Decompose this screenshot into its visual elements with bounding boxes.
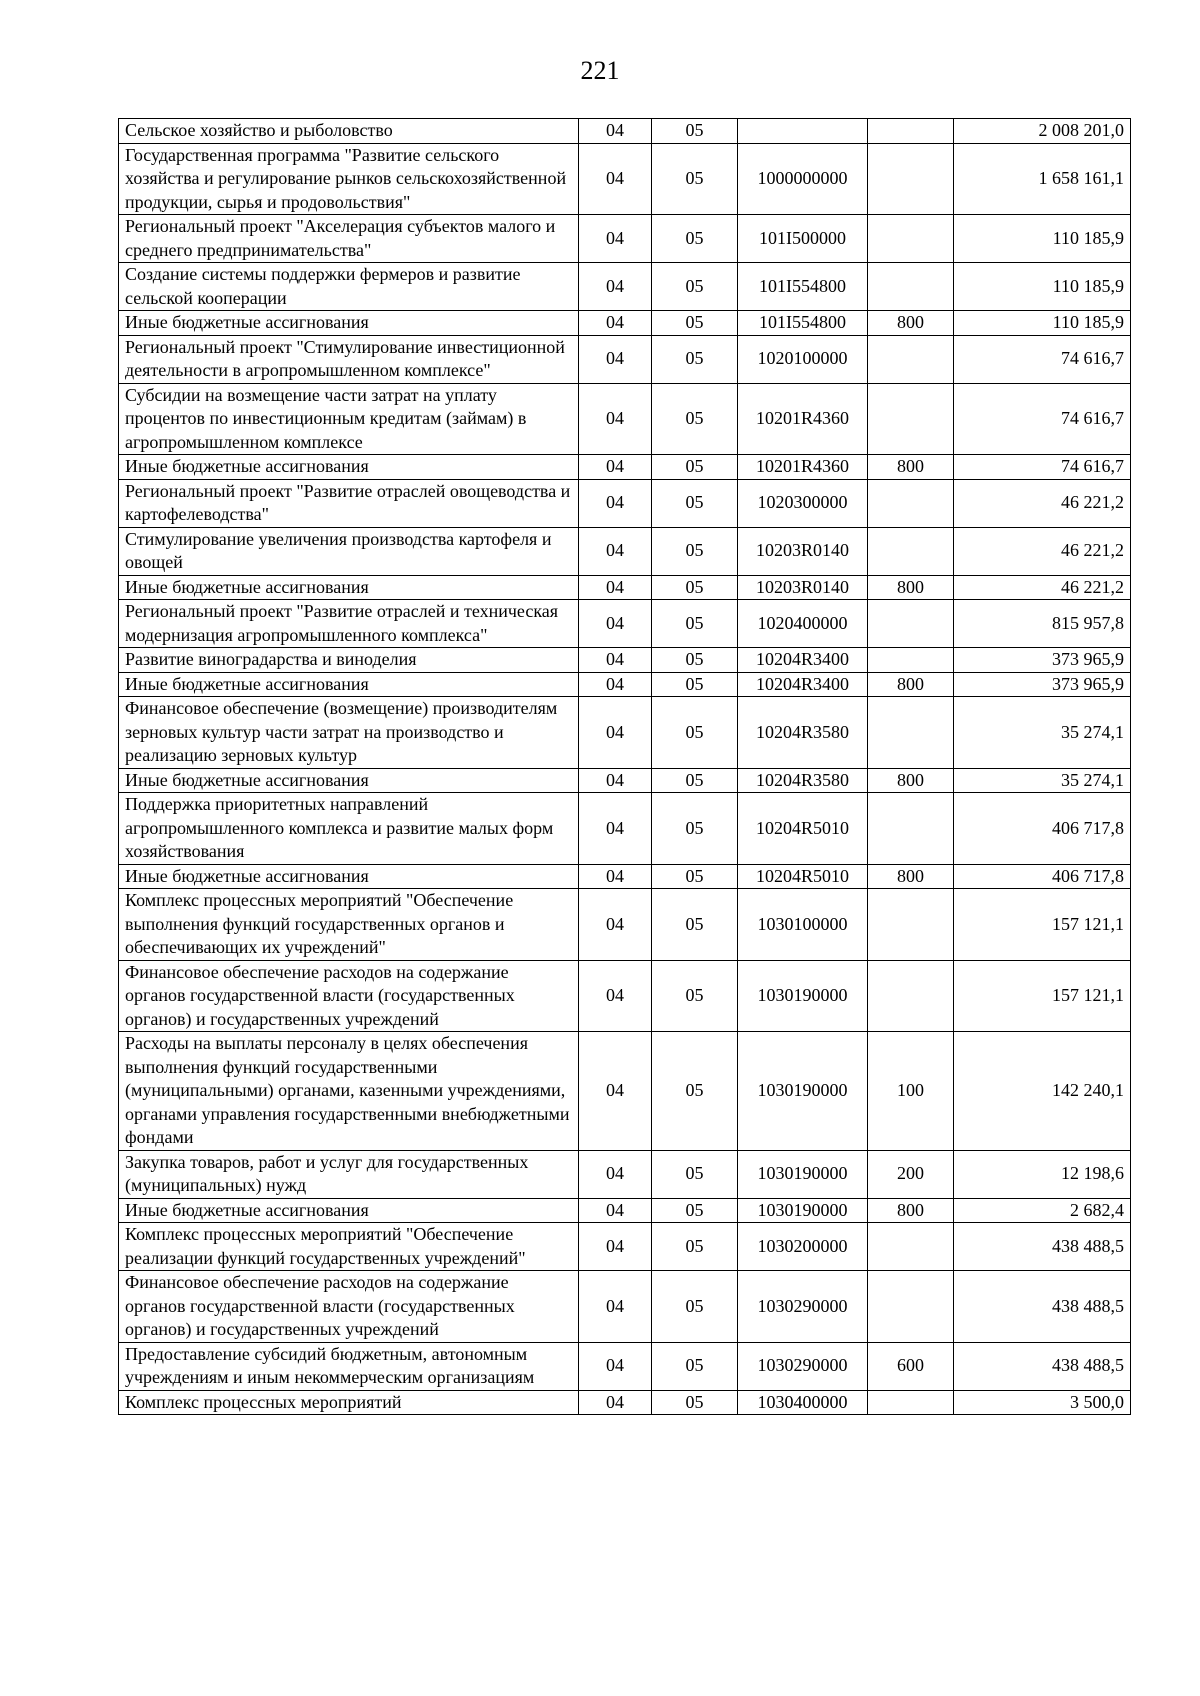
row-name-cell: Региональный проект "Развитие отраслей и техническая модернизация агропромышленного комплекса" xyxy=(119,600,579,648)
row-amount-cell: 373 965,9 xyxy=(954,648,1131,673)
table-row xyxy=(119,575,1131,600)
row-name-cell: Комплекс процессных мероприятий "Обеспечение реализации функций государственных учреждений" xyxy=(119,1223,579,1271)
row-expense-type-cell xyxy=(868,960,954,1032)
row-amount-cell: 142 240,1 xyxy=(954,1032,1131,1151)
row-amount-cell: 406 717,8 xyxy=(954,793,1131,865)
row-expense-type-cell: 800 xyxy=(868,864,954,889)
row-expense-type-cell: 600 xyxy=(868,1342,954,1390)
row-expense-type-cell: 800 xyxy=(868,768,954,793)
row-name-cell: Иные бюджетные ассигнования xyxy=(119,864,579,889)
row-section-cell: 04 xyxy=(579,119,652,144)
row-section-cell: 04 xyxy=(579,215,652,263)
row-name-cell: Финансовое обеспечение расходов на содержание органов государственной власти (государственных органов) и государственных учреждений xyxy=(119,1271,579,1343)
row-expense-type-cell xyxy=(868,479,954,527)
row-target-article-cell: 1020400000 xyxy=(738,600,868,648)
row-subsection-cell: 05 xyxy=(652,1032,738,1151)
row-name-cell: Закупка товаров, работ и услуг для государственных (муниципальных) нужд xyxy=(119,1150,579,1198)
table-row xyxy=(119,960,1131,1032)
row-target-article-cell: 1030190000 xyxy=(738,1032,868,1151)
row-amount-cell: 1 658 161,1 xyxy=(954,143,1131,215)
row-target-article-cell: 10204R3580 xyxy=(738,768,868,793)
row-target-article-cell xyxy=(738,119,868,144)
row-subsection-cell: 05 xyxy=(652,1150,738,1198)
row-amount-cell: 12 198,6 xyxy=(954,1150,1131,1198)
row-section-cell: 04 xyxy=(579,672,652,697)
row-section-cell: 04 xyxy=(579,1032,652,1151)
row-section-cell: 04 xyxy=(579,1223,652,1271)
row-amount-cell: 46 221,2 xyxy=(954,527,1131,575)
row-subsection-cell: 05 xyxy=(652,335,738,383)
row-amount-cell: 157 121,1 xyxy=(954,889,1131,961)
table-row xyxy=(119,119,1131,144)
row-target-article-cell: 10204R3580 xyxy=(738,697,868,769)
table-row xyxy=(119,263,1131,311)
row-target-article-cell: 1030290000 xyxy=(738,1271,868,1343)
row-target-article-cell: 1000000000 xyxy=(738,143,868,215)
row-section-cell: 04 xyxy=(579,889,652,961)
row-section-cell: 04 xyxy=(579,768,652,793)
row-subsection-cell: 05 xyxy=(652,1342,738,1390)
row-target-article-cell: 10204R3400 xyxy=(738,648,868,673)
row-subsection-cell: 05 xyxy=(652,383,738,455)
row-expense-type-cell xyxy=(868,1223,954,1271)
row-name-cell: Финансовое обеспечение (возмещение) производителям зерновых культур части затрат на производство и реализацию зерновых культур xyxy=(119,697,579,769)
row-expense-type-cell xyxy=(868,889,954,961)
row-section-cell: 04 xyxy=(579,575,652,600)
row-expense-type-cell xyxy=(868,1271,954,1343)
row-expense-type-cell xyxy=(868,335,954,383)
row-section-cell: 04 xyxy=(579,527,652,575)
row-section-cell: 04 xyxy=(579,311,652,336)
row-subsection-cell: 05 xyxy=(652,479,738,527)
row-section-cell: 04 xyxy=(579,864,652,889)
table-row xyxy=(119,1198,1131,1223)
row-subsection-cell: 05 xyxy=(652,648,738,673)
row-name-cell: Иные бюджетные ассигнования xyxy=(119,768,579,793)
row-name-cell: Субсидии на возмещение части затрат на уплату процентов по инвестиционным кредитам (займам) в агропромышленном комплексе xyxy=(119,383,579,455)
table-row xyxy=(119,1150,1131,1198)
row-expense-type-cell xyxy=(868,143,954,215)
row-amount-cell: 35 274,1 xyxy=(954,768,1131,793)
row-subsection-cell: 05 xyxy=(652,793,738,865)
row-target-article-cell: 1030200000 xyxy=(738,1223,868,1271)
row-name-cell: Расходы на выплаты персоналу в целях обеспечения выполнения функций государственными (муниципальными) органами, казенными учреждениями, органами управления государственными внебюджетными фондами xyxy=(119,1032,579,1151)
row-name-cell: Создание системы поддержки фермеров и развитие сельской кооперации xyxy=(119,263,579,311)
row-subsection-cell: 05 xyxy=(652,697,738,769)
row-section-cell: 04 xyxy=(579,1342,652,1390)
row-subsection-cell: 05 xyxy=(652,960,738,1032)
row-name-cell: Региональный проект "Развитие отраслей овощеводства и картофелеводства" xyxy=(119,479,579,527)
row-expense-type-cell xyxy=(868,793,954,865)
row-name-cell: Комплекс процессных мероприятий "Обеспечение выполнения функций государственных органов и обеспечивающих их учреждений" xyxy=(119,889,579,961)
row-name-cell: Финансовое обеспечение расходов на содержание органов государственной власти (государственных органов) и государственных учреждений xyxy=(119,960,579,1032)
row-expense-type-cell xyxy=(868,383,954,455)
row-subsection-cell: 05 xyxy=(652,119,738,144)
table-row xyxy=(119,768,1131,793)
table-row xyxy=(119,1032,1131,1151)
row-expense-type-cell: 200 xyxy=(868,1150,954,1198)
row-amount-cell: 438 488,5 xyxy=(954,1271,1131,1343)
table-row xyxy=(119,1223,1131,1271)
row-subsection-cell: 05 xyxy=(652,600,738,648)
row-expense-type-cell: 800 xyxy=(868,311,954,336)
row-section-cell: 04 xyxy=(579,1150,652,1198)
row-name-cell: Иные бюджетные ассигнования xyxy=(119,575,579,600)
row-target-article-cell: 10204R5010 xyxy=(738,793,868,865)
row-target-article-cell: 10201R4360 xyxy=(738,383,868,455)
table-row xyxy=(119,697,1131,769)
row-section-cell: 04 xyxy=(579,455,652,480)
row-amount-cell: 373 965,9 xyxy=(954,672,1131,697)
row-subsection-cell: 05 xyxy=(652,672,738,697)
table-row xyxy=(119,889,1131,961)
row-name-cell: Иные бюджетные ассигнования xyxy=(119,455,579,480)
row-amount-cell: 46 221,2 xyxy=(954,575,1131,600)
row-subsection-cell: 05 xyxy=(652,768,738,793)
row-section-cell: 04 xyxy=(579,697,652,769)
row-expense-type-cell: 800 xyxy=(868,455,954,480)
row-name-cell: Иные бюджетные ассигнования xyxy=(119,672,579,697)
row-expense-type-cell xyxy=(868,215,954,263)
row-name-cell: Развитие виноградарства и виноделия xyxy=(119,648,579,673)
budget-table xyxy=(118,118,1131,1415)
row-subsection-cell: 05 xyxy=(652,455,738,480)
row-expense-type-cell xyxy=(868,119,954,144)
row-target-article-cell: 1030190000 xyxy=(738,1150,868,1198)
table-row xyxy=(119,335,1131,383)
row-subsection-cell: 05 xyxy=(652,1223,738,1271)
row-target-article-cell: 1020300000 xyxy=(738,479,868,527)
row-amount-cell: 74 616,7 xyxy=(954,383,1131,455)
row-section-cell: 04 xyxy=(579,383,652,455)
row-subsection-cell: 05 xyxy=(652,263,738,311)
row-subsection-cell: 05 xyxy=(652,864,738,889)
row-section-cell: 04 xyxy=(579,600,652,648)
table-row xyxy=(119,1271,1131,1343)
row-expense-type-cell xyxy=(868,263,954,311)
table-row xyxy=(119,383,1131,455)
row-section-cell: 04 xyxy=(579,479,652,527)
table-row xyxy=(119,1342,1131,1390)
row-amount-cell: 3 500,0 xyxy=(954,1390,1131,1415)
row-amount-cell: 110 185,9 xyxy=(954,311,1131,336)
row-amount-cell: 157 121,1 xyxy=(954,960,1131,1032)
row-amount-cell: 46 221,2 xyxy=(954,479,1131,527)
table-row xyxy=(119,527,1131,575)
table-row xyxy=(119,479,1131,527)
table-row xyxy=(119,793,1131,865)
table-row xyxy=(119,864,1131,889)
row-name-cell: Комплекс процессных мероприятий xyxy=(119,1390,579,1415)
row-amount-cell: 438 488,5 xyxy=(954,1342,1131,1390)
row-name-cell: Региональный проект "Акселерация субъектов малого и среднего предпринимательства" xyxy=(119,215,579,263)
row-subsection-cell: 05 xyxy=(652,575,738,600)
row-section-cell: 04 xyxy=(579,1271,652,1343)
row-target-article-cell: 10204R5010 xyxy=(738,864,868,889)
row-amount-cell: 35 274,1 xyxy=(954,697,1131,769)
row-target-article-cell: 1030190000 xyxy=(738,1198,868,1223)
table-row xyxy=(119,1390,1131,1415)
row-target-article-cell: 1020100000 xyxy=(738,335,868,383)
row-amount-cell: 110 185,9 xyxy=(954,215,1131,263)
row-subsection-cell: 05 xyxy=(652,311,738,336)
row-subsection-cell: 05 xyxy=(652,1390,738,1415)
row-subsection-cell: 05 xyxy=(652,215,738,263)
row-amount-cell: 74 616,7 xyxy=(954,335,1131,383)
row-target-article-cell: 10203R0140 xyxy=(738,575,868,600)
row-section-cell: 04 xyxy=(579,960,652,1032)
row-expense-type-cell: 800 xyxy=(868,1198,954,1223)
row-subsection-cell: 05 xyxy=(652,1271,738,1343)
row-expense-type-cell xyxy=(868,527,954,575)
row-name-cell: Государственная программа "Развитие сельского хозяйства и регулирование рынков сельскохозяйственной продукции, сырья и продовольствия" xyxy=(119,143,579,215)
row-expense-type-cell: 800 xyxy=(868,575,954,600)
row-section-cell: 04 xyxy=(579,1198,652,1223)
row-section-cell: 04 xyxy=(579,793,652,865)
row-target-article-cell: 101I554800 xyxy=(738,263,868,311)
row-target-article-cell: 1030100000 xyxy=(738,889,868,961)
row-target-article-cell: 1030290000 xyxy=(738,1342,868,1390)
row-name-cell: Иные бюджетные ассигнования xyxy=(119,311,579,336)
row-expense-type-cell xyxy=(868,697,954,769)
table-row xyxy=(119,455,1131,480)
row-section-cell: 04 xyxy=(579,263,652,311)
row-target-article-cell: 101I554800 xyxy=(738,311,868,336)
row-expense-type-cell xyxy=(868,1390,954,1415)
row-target-article-cell: 1030190000 xyxy=(738,960,868,1032)
row-subsection-cell: 05 xyxy=(652,889,738,961)
row-expense-type-cell: 800 xyxy=(868,672,954,697)
row-subsection-cell: 05 xyxy=(652,527,738,575)
row-expense-type-cell xyxy=(868,648,954,673)
row-target-article-cell: 10203R0140 xyxy=(738,527,868,575)
row-expense-type-cell: 100 xyxy=(868,1032,954,1151)
row-target-article-cell: 1030400000 xyxy=(738,1390,868,1415)
table-row xyxy=(119,600,1131,648)
page-number: 221 xyxy=(580,56,620,85)
row-target-article-cell: 10204R3400 xyxy=(738,672,868,697)
row-amount-cell: 2 008 201,0 xyxy=(954,119,1131,144)
row-subsection-cell: 05 xyxy=(652,143,738,215)
row-target-article-cell: 10201R4360 xyxy=(738,455,868,480)
table-row xyxy=(119,311,1131,336)
table-row xyxy=(119,215,1131,263)
row-expense-type-cell xyxy=(868,600,954,648)
row-amount-cell: 74 616,7 xyxy=(954,455,1131,480)
row-subsection-cell: 05 xyxy=(652,1198,738,1223)
row-amount-cell: 2 682,4 xyxy=(954,1198,1131,1223)
row-target-article-cell: 101I500000 xyxy=(738,215,868,263)
row-name-cell: Стимулирование увеличения производства картофеля и овощей xyxy=(119,527,579,575)
table-row xyxy=(119,143,1131,215)
row-name-cell: Предоставление субсидий бюджетным, автономным учреждениям и иным некоммерческим организациям xyxy=(119,1342,579,1390)
row-amount-cell: 438 488,5 xyxy=(954,1223,1131,1271)
row-name-cell: Иные бюджетные ассигнования xyxy=(119,1198,579,1223)
table-row xyxy=(119,648,1131,673)
budget-table-body xyxy=(119,119,1131,1415)
table-row xyxy=(119,672,1131,697)
row-amount-cell: 815 957,8 xyxy=(954,600,1131,648)
row-section-cell: 04 xyxy=(579,335,652,383)
row-name-cell: Региональный проект "Стимулирование инвестиционной деятельности в агропромышленном комплексе" xyxy=(119,335,579,383)
row-amount-cell: 406 717,8 xyxy=(954,864,1131,889)
row-name-cell: Сельское хозяйство и рыболовство xyxy=(119,119,579,144)
row-section-cell: 04 xyxy=(579,1390,652,1415)
row-name-cell: Поддержка приоритетных направлений агропромышленного комплекса и развитие малых форм хозяйствования xyxy=(119,793,579,865)
row-amount-cell: 110 185,9 xyxy=(954,263,1131,311)
row-section-cell: 04 xyxy=(579,143,652,215)
row-section-cell: 04 xyxy=(579,648,652,673)
